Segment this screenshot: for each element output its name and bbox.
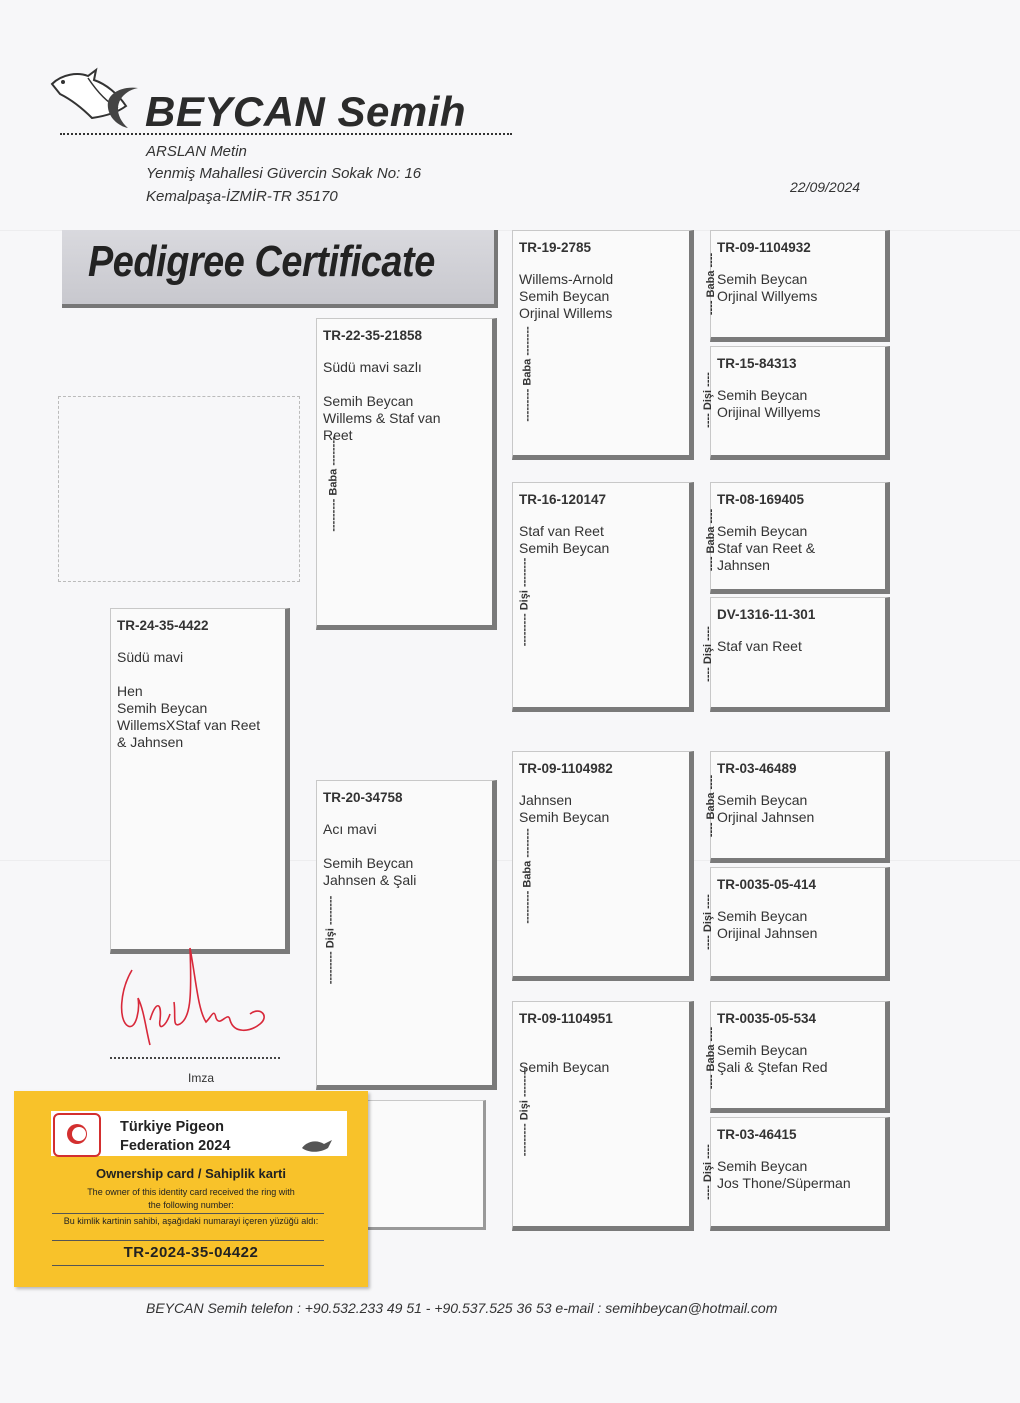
- ring-number: TR-24-35-4422: [117, 618, 209, 633]
- signature-label: Imza: [188, 1071, 215, 1085]
- ring-number: TR-0035-05-534: [717, 1011, 817, 1026]
- box-spacer: [117, 666, 279, 683]
- address-line: ARSLAN Metin: [146, 143, 247, 160]
- address-line: Kemalpaşa-İZMİR-TR 35170: [146, 188, 338, 205]
- certificate-date: 22/09/2024: [790, 179, 861, 195]
- dam-label: --------- Dişi --------: [324, 895, 337, 985]
- sire-label: ---- Baba ----: [705, 508, 718, 572]
- parent-box-sire: [316, 318, 497, 630]
- card-title-line: Federation 2024: [120, 1138, 231, 1154]
- ring-number: TR-09-1104982: [519, 761, 613, 776]
- card-rule: [52, 1213, 324, 1214]
- owner-name: BEYCAN Semih: [145, 88, 467, 135]
- pigeon-logo-icon: [48, 66, 158, 132]
- card-rule: [52, 1240, 324, 1241]
- ring-number: TR-08-169405: [717, 492, 805, 507]
- great-grandparent-box: [710, 230, 890, 342]
- box-line: Jos Thone/Süperman: [717, 1175, 851, 1191]
- box-line: Semih Beycan: [717, 792, 808, 808]
- box-line: Südü mavi: [117, 649, 184, 665]
- box-line: Jahnsen: [519, 792, 572, 808]
- dam-label: --------- Dişi --------: [518, 557, 531, 647]
- grandparent-box: [512, 1001, 694, 1231]
- box-line: Orijinal Jahnsen: [717, 925, 818, 941]
- card-title-line: Türkiye Pigeon: [120, 1119, 224, 1135]
- great-grandparent-box: [710, 346, 890, 460]
- footer-contact: BEYCAN Semih telefon : +90.532.233 49 51 - +90.537.525 36 53 e-mail : semihbeycan@hotmail.com: [146, 1300, 778, 1316]
- card-text: The owner of this identity card received the ring with: [87, 1187, 295, 1197]
- box-spacer: [519, 1042, 683, 1059]
- box-line: Semih Beycan: [323, 393, 414, 409]
- box-line: Semih Beycan: [717, 1158, 808, 1174]
- box-line: Semih Beycan: [717, 271, 808, 287]
- box-line: Jahnsen: [717, 557, 770, 573]
- sire-label: ---- Baba ----: [705, 1026, 718, 1090]
- box-line: Semih Beycan: [717, 523, 808, 539]
- great-grandparent-box: [710, 867, 890, 981]
- box-spacer: [323, 838, 486, 855]
- great-grandparent-box: [710, 1117, 890, 1231]
- box-line: Semih Beycan: [717, 1042, 808, 1058]
- grandparent-box: [512, 230, 694, 460]
- dam-label: ---- Dişi ----: [701, 1144, 714, 1200]
- grandparent-box: [512, 482, 694, 712]
- box-line: Semih Beycan: [717, 387, 808, 403]
- ring-number: TR-16-120147: [519, 492, 607, 507]
- box-line: Südü mavi sazlı: [323, 359, 422, 375]
- great-grandparent-box: [710, 482, 890, 594]
- dam-label: ---- Dişi ----: [701, 894, 714, 950]
- ring-number: TR-22-35-21858: [323, 328, 423, 343]
- card-rule: [52, 1265, 324, 1266]
- great-grandparent-box: [710, 1001, 890, 1113]
- sire-label: ---- Baba ----: [705, 774, 718, 838]
- dam-label: ---- Dişi ----: [701, 372, 714, 428]
- box-line: Willems-Arnold: [519, 271, 614, 287]
- pigeon-icon: [300, 1136, 334, 1156]
- grandparent-box: [512, 751, 694, 981]
- ring-number: TR-09-1104932: [717, 240, 811, 255]
- logo-crescent: [72, 1127, 86, 1141]
- box-line: Staf van Reet: [519, 523, 604, 539]
- subject-box: [110, 608, 290, 954]
- photo-placeholder: [58, 396, 300, 582]
- ring-number: TR-09-1104951: [519, 1011, 613, 1026]
- box-line: Hen: [117, 683, 143, 699]
- box-line: Semih Beycan: [519, 809, 610, 825]
- ring-number: TR-03-46415: [717, 1127, 797, 1142]
- box-line: Şali & Ştefan Red: [717, 1059, 828, 1075]
- signature-line: [110, 1057, 280, 1059]
- great-grandparent-box: [710, 597, 890, 712]
- box-line: Orjinal Willyems: [717, 288, 818, 304]
- box-line: Jahnsen & Şali: [323, 872, 417, 888]
- certificate-title: Pedigree Certificate: [88, 237, 435, 286]
- box-line: Semih Beycan: [323, 855, 414, 871]
- box-line: Semih Beycan: [717, 908, 808, 924]
- box-line: WillemsXStaf van Reet: [117, 717, 261, 733]
- box-line: Semih Beycan: [117, 700, 208, 716]
- card-text: Bu kimlik kartinin sahibi, aşağıdaki numarayi içeren yüzüğü aldı:: [63, 1216, 319, 1226]
- box-line: Staf van Reet &: [717, 540, 816, 556]
- box-line: Orijinal Willyems: [717, 404, 821, 420]
- sire-label: --------- Baba --------: [521, 828, 534, 924]
- parent-box-dam: [316, 780, 497, 1090]
- dam-label: --------- Dişi --------: [518, 1067, 531, 1157]
- card-ring-number: TR-2024-35-04422: [123, 1244, 259, 1261]
- box-line: Semih Beycan: [519, 540, 610, 556]
- box-line: Acı mavi: [323, 821, 377, 837]
- box-line: Staf van Reet: [717, 638, 802, 654]
- box-line: Willems & Staf van: [323, 410, 441, 426]
- box-line: Orjinal Willems: [519, 305, 613, 321]
- box-line: Orjinal Jahnsen: [717, 809, 815, 825]
- ring-number: TR-15-84313: [717, 356, 797, 371]
- ring-number: TR-19-2785: [519, 240, 592, 255]
- box-line: Semih Beycan: [519, 1059, 610, 1075]
- ring-number: TR-0035-05-414: [717, 877, 817, 892]
- federation-logo-icon: [53, 1113, 101, 1157]
- sire-label: ---- Baba ----: [705, 252, 718, 316]
- ring-number: TR-20-34758: [323, 790, 403, 805]
- box-spacer: [323, 376, 486, 393]
- header-divider: [60, 133, 512, 135]
- great-grandparent-box: [710, 751, 890, 863]
- box-line: Semih Beycan: [519, 288, 610, 304]
- address-line: Yenmiş Mahallesi Güvercin Sokak No: 16: [146, 165, 422, 182]
- dam-label: ---- Dişi ----: [701, 626, 714, 682]
- sire-label: --------- Baba --------: [521, 326, 534, 422]
- handwritten-signature: [110, 940, 280, 1055]
- card-heading: Ownership card / Sahiplik karti: [95, 1166, 286, 1181]
- box-line: Reet: [323, 427, 353, 443]
- sire-label: --------- Baba --------: [327, 436, 340, 532]
- box-line: & Jahnsen: [117, 734, 184, 750]
- ring-number: TR-03-46489: [717, 761, 797, 776]
- card-title: [120, 1118, 230, 1156]
- ring-number: DV-1316-11-301: [717, 607, 816, 622]
- card-text: the following number:: [148, 1200, 234, 1210]
